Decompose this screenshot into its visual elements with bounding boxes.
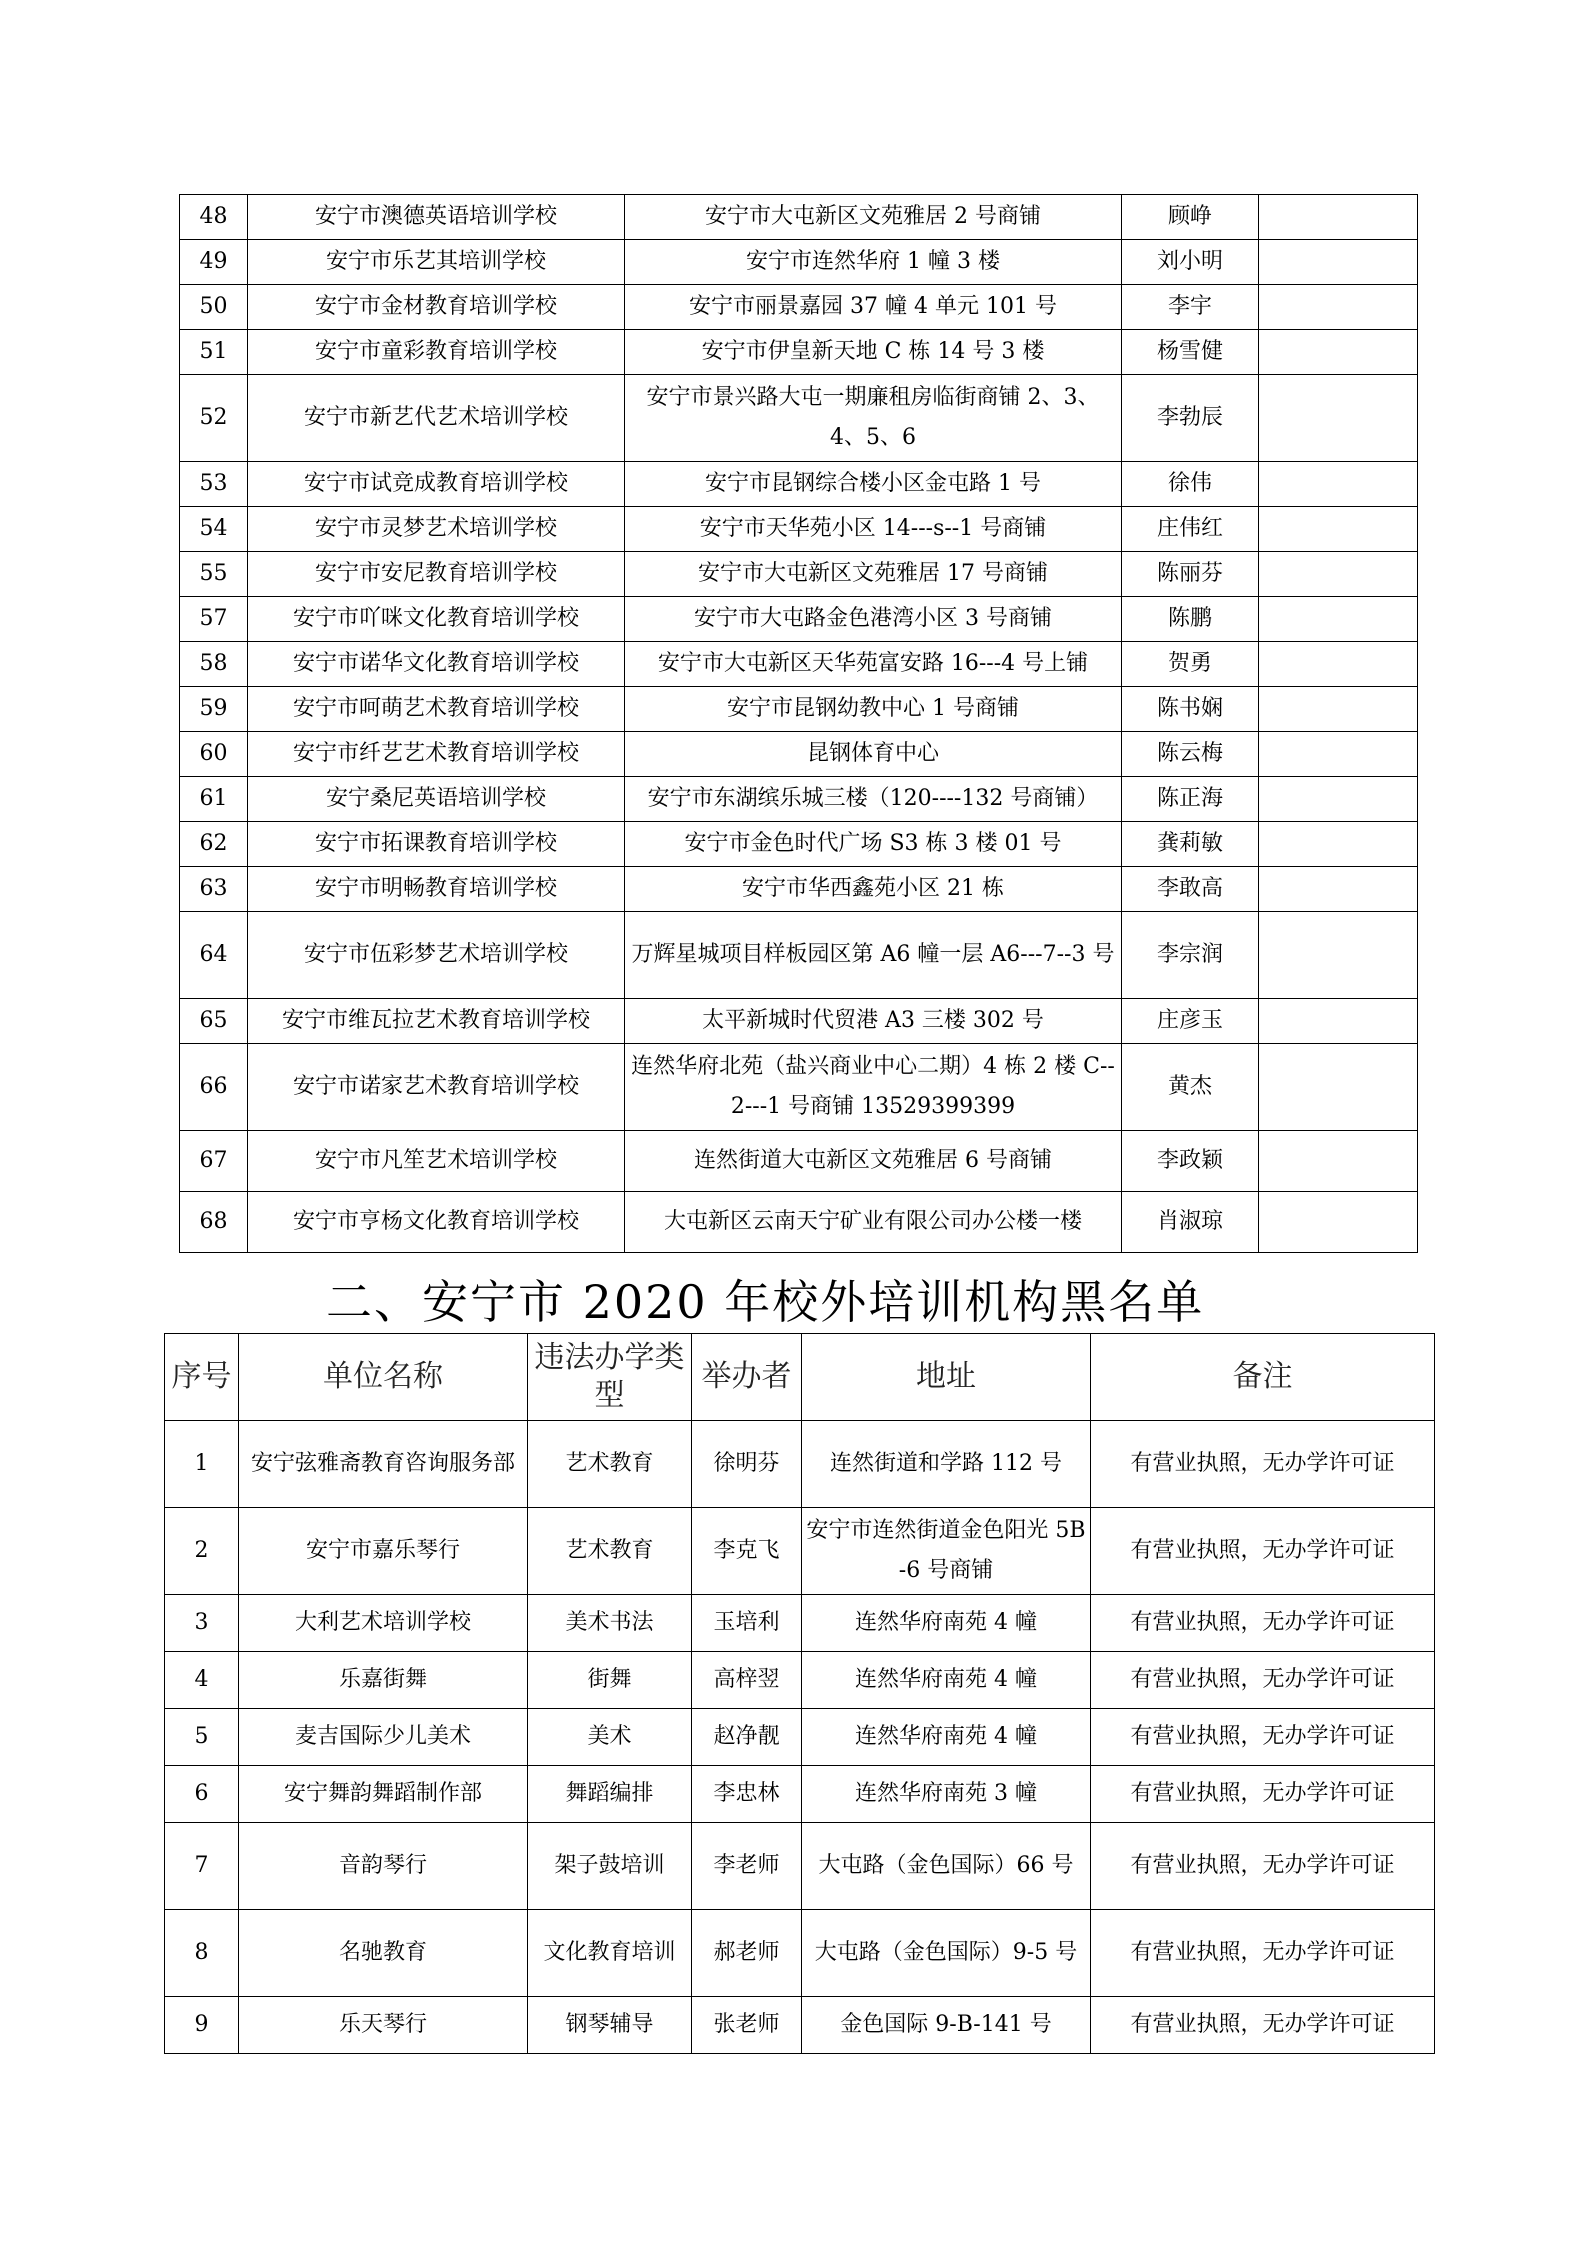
school-address: 太平新城时代贸港 A3 三楼 302 号: [625, 999, 1122, 1044]
school-address: 安宁市伊皇新天地 C 栋 14 号 3 楼: [625, 330, 1122, 375]
note: [1259, 777, 1418, 822]
table-row: [180, 285, 1418, 330]
school-address: 安宁市昆钢幼教中心 1 号商铺: [625, 687, 1122, 732]
institution-address: 连然华府南苑 3 幢: [802, 1766, 1091, 1823]
organizer: 高梓翌: [692, 1652, 802, 1709]
institution-address: 连然街道和学路 112 号: [802, 1421, 1091, 1508]
note: 有营业执照，无办学许可证: [1091, 1595, 1435, 1652]
row-number: 51: [180, 330, 248, 375]
school-name: 安宁市安尼教育培训学校: [248, 552, 625, 597]
school-address: 大屯新区云南天宁矿业有限公司办公楼一楼: [625, 1192, 1122, 1253]
row-number: 9: [165, 1997, 239, 2054]
organizer: 徐伟: [1122, 462, 1259, 507]
school-name: 安宁市童彩教育培训学校: [248, 330, 625, 375]
row-number: 4: [165, 1652, 239, 1709]
organizer: 陈云梅: [1122, 732, 1259, 777]
school-name: 安宁市凡笙艺术培训学校: [248, 1131, 625, 1192]
note: [1259, 642, 1418, 687]
table-row: [180, 507, 1418, 552]
school-address: 安宁市大屯路金色港湾小区 3 号商铺: [625, 597, 1122, 642]
table-row: [165, 1421, 1435, 1508]
note: [1259, 597, 1418, 642]
row-number: 2: [165, 1508, 239, 1595]
organizer: 李宇: [1122, 285, 1259, 330]
table-row: [180, 912, 1418, 999]
institution-name: 安宁弦雅斋教育咨询服务部: [239, 1421, 528, 1508]
organizer: 张老师: [692, 1997, 802, 2054]
organizer: 刘小明: [1122, 240, 1259, 285]
organizer: 黄杰: [1122, 1044, 1259, 1131]
row-number: 66: [180, 1044, 248, 1131]
violation-type: 美术: [528, 1709, 692, 1766]
institution-address: 金色国际 9-B-141 号: [802, 1997, 1091, 2054]
institution-address: 大屯路（金色国际）66 号: [802, 1823, 1091, 1910]
school-address: 安宁市昆钢综合楼小区金屯路 1 号: [625, 462, 1122, 507]
institution-address: 大屯路（金色国际）9-5 号: [802, 1910, 1091, 1997]
table-row: [180, 1192, 1418, 1253]
table-row: [180, 732, 1418, 777]
note: 有营业执照，无办学许可证: [1091, 1508, 1435, 1595]
note: [1259, 999, 1418, 1044]
school-name: 安宁市明畅教育培训学校: [248, 867, 625, 912]
school-address: 安宁市东湖缤乐城三楼（120----132 号商铺）: [625, 777, 1122, 822]
school-address: 安宁市景兴路大屯一期廉租房临街商铺 2、3、4、5、6: [625, 375, 1122, 462]
row-number: 59: [180, 687, 248, 732]
note: 有营业执照，无办学许可证: [1091, 1766, 1435, 1823]
header-note: 备注: [1091, 1334, 1435, 1421]
school-address: 安宁市大屯新区天华苑富安路 16---4 号上铺: [625, 642, 1122, 687]
school-name: 安宁市亨杨文化教育培训学校: [248, 1192, 625, 1253]
institution-name: 大利艺术培训学校: [239, 1595, 528, 1652]
violation-type: 艺术教育: [528, 1508, 692, 1595]
whitelist-table: [179, 194, 1418, 1253]
table-header-row: [165, 1334, 1435, 1421]
school-name: 安宁市乐艺其培训学校: [248, 240, 625, 285]
school-address: 安宁市丽景嘉园 37 幢 4 单元 101 号: [625, 285, 1122, 330]
violation-type: 钢琴辅导: [528, 1997, 692, 2054]
school-address: 连然华府北苑（盐兴商业中心二期）4 栋 2 楼 C--2---1 号商铺 13529399399: [625, 1044, 1122, 1131]
note: [1259, 240, 1418, 285]
table-row: [180, 777, 1418, 822]
note: [1259, 1131, 1418, 1192]
school-name: 安宁市吖咪文化教育培训学校: [248, 597, 625, 642]
table-row: [165, 1910, 1435, 1997]
note: 有营业执照，无办学许可证: [1091, 1823, 1435, 1910]
row-number: 1: [165, 1421, 239, 1508]
row-number: 63: [180, 867, 248, 912]
table-row: [180, 642, 1418, 687]
row-number: 65: [180, 999, 248, 1044]
organizer: 陈书娴: [1122, 687, 1259, 732]
row-number: 62: [180, 822, 248, 867]
note: [1259, 867, 1418, 912]
table-row: [180, 330, 1418, 375]
row-number: 57: [180, 597, 248, 642]
table-row: [180, 462, 1418, 507]
school-name: 安宁市金材教育培训学校: [248, 285, 625, 330]
row-number: 50: [180, 285, 248, 330]
institution-name: 音韵琴行: [239, 1823, 528, 1910]
institution-address: 安宁市连然街道金色阳光 5B-6 号商铺: [802, 1508, 1091, 1595]
header-type: 违法办学类型: [528, 1334, 692, 1421]
organizer: 玉培利: [692, 1595, 802, 1652]
row-number: 61: [180, 777, 248, 822]
header-name: 单位名称: [239, 1334, 528, 1421]
table-row: [180, 687, 1418, 732]
violation-type: 舞蹈编排: [528, 1766, 692, 1823]
table-row: [165, 1823, 1435, 1910]
organizer: 郝老师: [692, 1910, 802, 1997]
school-name: 安宁市呵萌艺术教育培训学校: [248, 687, 625, 732]
school-name: 安宁市澳德英语培训学校: [248, 195, 625, 240]
row-number: 53: [180, 462, 248, 507]
school-name: 安宁市新艺代艺术培训学校: [248, 375, 625, 462]
section-title: 二、安宁市 2020 年校外培训机构黑名单: [326, 1275, 1205, 1329]
school-name: 安宁市灵梦艺术培训学校: [248, 507, 625, 552]
school-address: 连然街道大屯新区文苑雅居 6 号商铺: [625, 1131, 1122, 1192]
organizer: 李敢高: [1122, 867, 1259, 912]
table-row: [165, 1997, 1435, 2054]
row-number: 52: [180, 375, 248, 462]
organizer: 庄彦玉: [1122, 999, 1259, 1044]
row-number: 64: [180, 912, 248, 999]
note: [1259, 462, 1418, 507]
header-organizer: 举办者: [692, 1334, 802, 1421]
organizer: 龚莉敏: [1122, 822, 1259, 867]
table-row: [165, 1766, 1435, 1823]
table-row: [180, 552, 1418, 597]
violation-type: 文化教育培训: [528, 1910, 692, 1997]
table-row: [180, 999, 1418, 1044]
header-number: 序号: [165, 1334, 239, 1421]
school-address: 安宁市华西鑫苑小区 21 栋: [625, 867, 1122, 912]
institution-name: 安宁市嘉乐琴行: [239, 1508, 528, 1595]
school-name: 安宁桑尼英语培训学校: [248, 777, 625, 822]
organizer: 陈丽芬: [1122, 552, 1259, 597]
note: 有营业执照，无办学许可证: [1091, 1421, 1435, 1508]
table-row: [180, 597, 1418, 642]
table-row: [180, 375, 1418, 462]
institution-address: 连然华府南苑 4 幢: [802, 1652, 1091, 1709]
school-address: 万辉星城项目样板园区第 A6 幢一层 A6---7--3 号: [625, 912, 1122, 999]
row-number: 54: [180, 507, 248, 552]
row-number: 5: [165, 1709, 239, 1766]
institution-name: 乐嘉街舞: [239, 1652, 528, 1709]
institution-name: 安宁舞韵舞蹈制作部: [239, 1766, 528, 1823]
table-row: [180, 1044, 1418, 1131]
school-name: 安宁市拓课教育培训学校: [248, 822, 625, 867]
row-number: 6: [165, 1766, 239, 1823]
row-number: 3: [165, 1595, 239, 1652]
note: [1259, 285, 1418, 330]
note: [1259, 1192, 1418, 1253]
row-number: 7: [165, 1823, 239, 1910]
row-number: 48: [180, 195, 248, 240]
organizer: 李勃辰: [1122, 375, 1259, 462]
violation-type: 艺术教育: [528, 1421, 692, 1508]
row-number: 58: [180, 642, 248, 687]
note: [1259, 330, 1418, 375]
organizer: 庄伟红: [1122, 507, 1259, 552]
school-address: 安宁市天华苑小区 14---s--1 号商铺: [625, 507, 1122, 552]
note: 有营业执照，无办学许可证: [1091, 1652, 1435, 1709]
note: [1259, 687, 1418, 732]
school-name: 安宁市纤艺艺术教育培训学校: [248, 732, 625, 777]
note: [1259, 912, 1418, 999]
organizer: 陈正海: [1122, 777, 1259, 822]
note: 有营业执照，无办学许可证: [1091, 1910, 1435, 1997]
violation-type: 架子鼓培训: [528, 1823, 692, 1910]
organizer: 李忠林: [692, 1766, 802, 1823]
table-row: [180, 240, 1418, 285]
row-number: 67: [180, 1131, 248, 1192]
organizer: 贺勇: [1122, 642, 1259, 687]
institution-name: 麦吉国际少儿美术: [239, 1709, 528, 1766]
header-address: 地址: [802, 1334, 1091, 1421]
school-address: 安宁市大屯新区文苑雅居 17 号商铺: [625, 552, 1122, 597]
school-name: 安宁市试竞成教育培训学校: [248, 462, 625, 507]
school-address: 安宁市金色时代广场 S3 栋 3 楼 01 号: [625, 822, 1122, 867]
note: 有营业执照，无办学许可证: [1091, 1997, 1435, 2054]
organizer: 肖淑琼: [1122, 1192, 1259, 1253]
note: [1259, 507, 1418, 552]
school-name: 安宁市伍彩梦艺术培训学校: [248, 912, 625, 999]
school-name: 安宁市诺家艺术教育培训学校: [248, 1044, 625, 1131]
organizer: 徐明芬: [692, 1421, 802, 1508]
row-number: 55: [180, 552, 248, 597]
violation-type: 美术书法: [528, 1595, 692, 1652]
violation-type: 街舞: [528, 1652, 692, 1709]
organizer: 杨雪健: [1122, 330, 1259, 375]
note: [1259, 552, 1418, 597]
table-row: [165, 1508, 1435, 1595]
school-name: 安宁市诺华文化教育培训学校: [248, 642, 625, 687]
institution-name: 名驰教育: [239, 1910, 528, 1997]
table-row: [180, 822, 1418, 867]
school-address: 昆钢体育中心: [625, 732, 1122, 777]
institution-name: 乐天琴行: [239, 1997, 528, 2054]
school-address: 安宁市大屯新区文苑雅居 2 号商铺: [625, 195, 1122, 240]
note: 有营业执照，无办学许可证: [1091, 1709, 1435, 1766]
organizer: 李政颖: [1122, 1131, 1259, 1192]
organizer: 顾峥: [1122, 195, 1259, 240]
table-row: [165, 1709, 1435, 1766]
institution-address: 连然华府南苑 4 幢: [802, 1595, 1091, 1652]
organizer: 赵净靓: [692, 1709, 802, 1766]
school-address: 安宁市连然华府 1 幢 3 楼: [625, 240, 1122, 285]
note: [1259, 375, 1418, 462]
note: [1259, 1044, 1418, 1131]
institution-address: 连然华府南苑 4 幢: [802, 1709, 1091, 1766]
row-number: 49: [180, 240, 248, 285]
note: [1259, 822, 1418, 867]
organizer: 李老师: [692, 1823, 802, 1910]
row-number: 8: [165, 1910, 239, 1997]
table-row: [165, 1595, 1435, 1652]
blacklist-table: [164, 1333, 1435, 2054]
note: [1259, 195, 1418, 240]
table-row: [180, 195, 1418, 240]
table-row: [180, 1131, 1418, 1192]
organizer: 李克飞: [692, 1508, 802, 1595]
table-row: [180, 867, 1418, 912]
organizer: 李宗润: [1122, 912, 1259, 999]
row-number: 60: [180, 732, 248, 777]
organizer: 陈鹏: [1122, 597, 1259, 642]
table-row: [165, 1652, 1435, 1709]
row-number: 68: [180, 1192, 248, 1253]
school-name: 安宁市维瓦拉艺术教育培训学校: [248, 999, 625, 1044]
note: [1259, 732, 1418, 777]
